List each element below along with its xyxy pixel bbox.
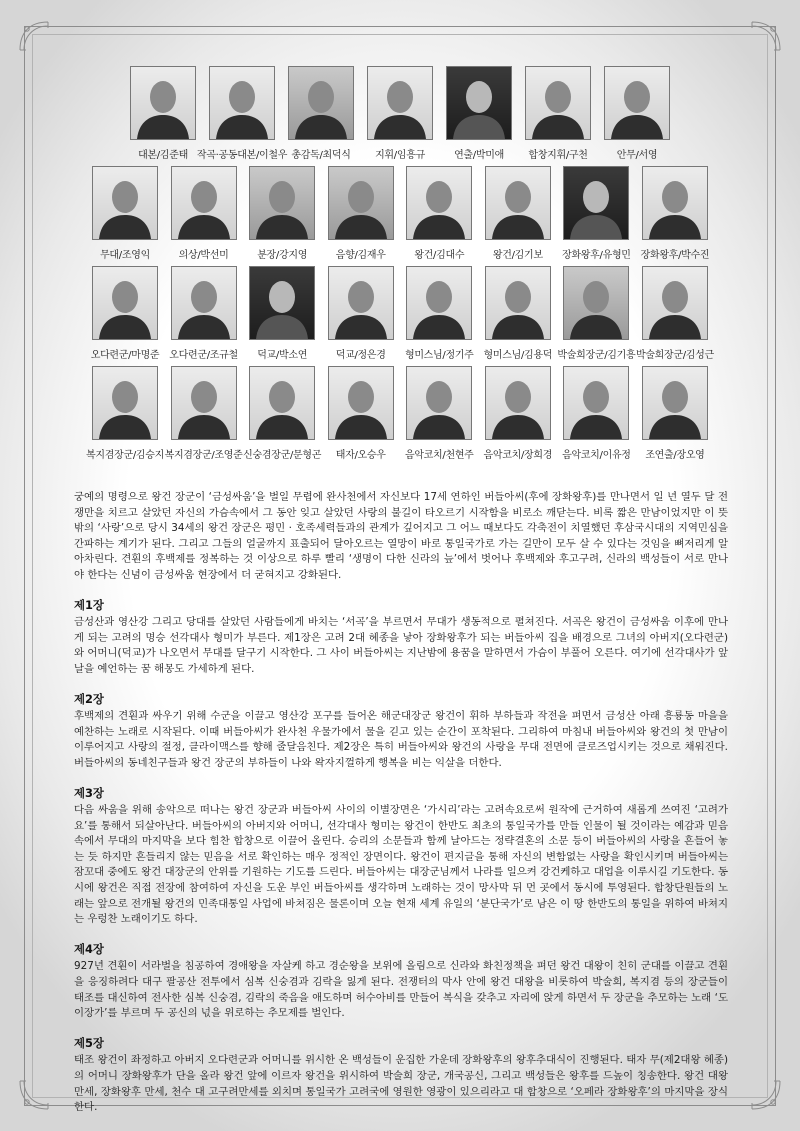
portrait-photo [249,266,315,340]
chapter-1 [74,598,728,678]
cast-member [243,366,321,466]
cast-caption: 음악코치/장희경 [483,450,553,461]
cast-row [86,266,714,366]
corner-ornament-icon [748,20,782,54]
cast-member [479,266,557,366]
cast-caption: 의상/박선미 [178,250,229,261]
portrait-photo [328,166,394,240]
cast-caption: 형미스님/정기주 [404,350,474,361]
cast-member [165,166,243,266]
chapter-heading: 제1장 [74,597,104,612]
portrait-photo [642,266,708,340]
cast-member [86,366,164,466]
cast-member [124,66,202,166]
cast-caption: 장화왕후/유형민 [562,250,631,261]
corner-ornament-icon [18,20,52,54]
cast-caption: 덕교/박소연 [257,350,308,361]
cast-member [165,366,243,466]
cast-caption: 복지겸장군/조영준 [164,450,243,461]
cast-caption: 조연출/장오영 [645,450,705,461]
portrait-photo [446,66,512,140]
portrait-photo [406,366,472,440]
cast-member [165,266,243,366]
cast-member [361,66,439,166]
cast-member [322,266,400,366]
chapter-4 [74,942,728,1022]
cast-caption: 지휘/임흥규 [375,150,425,161]
chapter-text: 다음 싸움을 위해 송악으로 떠나는 왕건 장군과 버들아씨 사이의 이별장면은 ‘가시리’라는 고려속요로써 원작에 근거하여 새롭게 쓰여진 ‘고려가요’를 통해서 되살아난다. 버들아씨의 아버지와 어머니, 선각대사 형미는 왕건이 한반도 최초의 통일국가를 만들 인물이 될 것이라는 예감과 믿음 속에서 무대의 마지막을 보다 힘찬 합창으로 이끌어 올린다. 승리의 소문들과 함께 날아드는 정략결혼의 소문 등이 버들아씨의 사랑을 흔들어 놓는 듯 하지만 흔들리지 않는 믿음을 서로 확인하는 매우 정적인 장면이다. 왕건이 편지글을 통해 자신의 변함없는 사랑을 확인시키며 버들아씨는 잠꼬대 중에도 왕건 대장군의 안위를 기원하는 기도를 드린다. 버들아씨는 대장군님께서 나라를 일으켜 강건케하고 대업을 이루시길 기도한다. 동시에 왕건은 직접 전장에 참여하여 자신을 도운 부인 버들아씨를 생각하며 노래하는 것이 망사막 뒤 먼 곳에서 동시에 투영된다. 합창단원들의 노래는 앞으로 전개될 왕건의 민족대통일 사업에 바쳐짐은 물론이며 오늘 현재 세계 유일의 ‘분단국가’로 남은 이 땅 한반도의 통일을 위하여 바쳐지는 우렁찬 노래이기도 하다. [74,804,728,926]
chapter-text: 후백제의 견훤과 싸우기 위해 수군을 이끌고 영산강 포구를 들어온 해군대장군 왕건이 휘하 부하들과 작전을 펴면서 금성산 아래 흥룡동 마을을 예찬하는 노래로 시작된다. 이때 버들아씨가 완사천 우물가에서 물을 긷고 있는 순간이 포착된다. 그리하여 마침내 버들아씨와 왕건의 첫 만남이 이루어지고 사랑의 절정, 클라이맥스를 향해 줄달음친다. 제2장은 특히 버들아씨와 왕건의 사랑을 무대 전면에 클로즈업시키는 것으로 채워진다. 버들아씨의 동네친구들과 왕건 장군의 부하들이 나와 왁자지껄하게 행복을 비는 익살을 더한다. [74,710,728,769]
cast-row [86,366,714,466]
cast-member [479,366,557,466]
cast-caption: 형미스님/김용덕 [483,350,553,361]
chapter-heading: 제5장 [74,1035,104,1050]
portrait-photo [406,266,472,340]
portrait-photo [563,266,629,340]
portrait-photo [328,266,394,340]
portrait-photo [171,166,237,240]
cast-caption: 음악코치/천현주 [404,450,474,461]
cast-caption: 무대/조영익 [100,250,150,261]
cast-caption: 작곡·공동대본/이철우 [196,150,288,161]
portrait-photo [92,266,158,340]
portrait-photo [328,366,394,440]
cast-caption: 박술희장군/김성근 [635,350,714,361]
portrait-photo [485,166,551,240]
cast-caption: 왕건/김기보 [492,250,543,261]
cast-caption: 왕건/김대수 [414,250,465,261]
cast-caption: 신숭겸장군/문형곤 [243,450,322,461]
cast-caption: 덕교/정은경 [335,350,386,361]
chapter-text: 금성산과 영산강 그리고 당대를 살았던 사람들에게 바치는 ‘서곡’을 부르면서 무대가 생동적으로 펼쳐진다. 서곡은 왕건이 금성싸움 이후에 만나게 되는 고려의 명승 선각대사 형미가 부른다. 제1장은 고려 2대 혜종을 낳아 장화왕후가 되는 버들아씨 집을 배경으로 그녀의 아버지(오다련군)와 어머니(덕교)가 나오면서 무대를 달구기 시작한다. 그 사이 버들아씨는 지난밤에 용꿈을 말하면서 가슴이 부풀어 오른다. 여기에 선각대사가 앞날을 예언하는 꿈 해몽도 가세하게 된다. [74,616,728,675]
cast-caption: 합창지휘/구천 [528,150,588,161]
cast-caption: 대본/김준태 [138,150,188,161]
cast-member [400,366,478,466]
cast-caption: 복지겸장군/김승지 [86,450,164,461]
cast-caption: 장화왕후/박수진 [640,250,710,261]
portrait-photo [249,166,315,240]
cast-member [322,366,400,466]
synopsis-intro: 궁예의 명령으로 왕건 장군이 ‘금성싸움’을 벌일 무렵에 완사천에서 자신보다 17세 연하인 버들아씨(후에 장화왕후)를 만나면서 일 년 열두 달 전쟁만을 치르고 살았던 자신의 가슴속에서 그 동안 잊고 살았던 사랑의 불길이 타오르기 시작함을 비로소 깨닫는다. 비록 짧은 만남이었지만 이 뜻밖의 ‘사랑’으로 당시 34세의 왕건 장군은 평민 · 호족세력들과의 관계가 깊어지고 그 어느 때보다도 각축전이 치열했던 후삼국시대의 지역민심을 간파하는 계기가 된다. 그리고 그들의 얼굴까지 표출되어 달아오르는 열망이 바로 통일국가로 가는 길만이 모두 살 수 있다는 것임을 뼈저리게 알아차린다. 견훤의 후백제를 정복하는 것 이상으로 하루 빨리 ‘생명이 다한 신라의 늪’에서 벗어나 후백제와 후고구려, 신라의 백성들이 서로 만나야 한다는 신념이 금성싸움 현장에서 더 굳혀지고 강화된다. [74,491,728,581]
portrait-photo [249,366,315,440]
cast-member [322,166,400,266]
portrait-photo [92,366,158,440]
cast-member [519,66,597,166]
cast-caption: 오다련군/마명준 [90,350,160,361]
cast-member [636,166,714,266]
cast-member [440,66,518,166]
cast-member [243,166,321,266]
cast-member [86,266,164,366]
cast-caption: 음향/김재우 [335,250,386,261]
cast-caption: 분장/강지영 [257,250,308,261]
cast-member [400,166,478,266]
chapter-text: 927년 견훤이 서라벌을 침공하여 경애왕을 자살케 하고 경순왕을 보위에 올림으로 신라와 화친정책을 펴던 왕건 대왕이 친히 군대를 이끌고 견훤을 응징하려다 대구 팔공산 전투에서 심복 신숭겸과 김락을 잃게 된다. 전쟁터의 막사 안에 왕건 대왕을 비롯하여 박술희, 복지겸 등의 장군들이 태조를 대신하여 전사한 심복 신숭겸, 김락의 죽음을 애도하며 허수아비를 만들어 복식을 갖추고 자리에 앉게 하면서 두 장군을 추모하는 노래 ‘도이장가’를 부르며 두 공신의 넋을 위로하는 추모제를 벌인다. [74,960,728,1020]
portrait-photo [92,166,158,240]
portrait-photo [130,66,196,140]
portrait-photo [171,266,237,340]
corner-ornament-icon [748,1077,782,1111]
portrait-photo [288,66,354,140]
cast-member [557,366,635,466]
cast-row [86,66,714,166]
chapter-2 [74,692,728,772]
portrait-photo [485,266,551,340]
cast-member [282,66,360,166]
cast-member [557,166,635,266]
chapter-text: 태조 왕건이 좌정하고 아버지 오다련군과 어머니를 위시한 온 백성들이 운집한 가운데 장화왕후의 왕후추대식이 진행된다. 태자 무(제2대왕 혜종)의 어머니 장화왕후가 단을 올라 왕건 앞에 이르자 왕건을 위시하여 박술희 장군, 개국공신, 그리고 백성들은 왕후를 드높이 칭송한다. 왕건 대왕 만세, 장화왕후 만세, 천수 대 고구려만세를 외치며 통일국가 고려국에 영원한 영광이 있으리라고 대 합창으로 ‘오페라 장화왕후’의 마지막을 장식한다. [74,1054,728,1114]
cast-member [636,366,714,466]
cast-caption: 음악코치/이유정 [562,450,631,461]
cast-caption: 안무/서영 [616,150,658,161]
chapter-5 [74,1036,728,1116]
portrait-photo [604,66,670,140]
portrait-photo [406,166,472,240]
portrait-photo [209,66,275,140]
cast-caption: 박술희장군/김기흥 [557,350,636,361]
cast-grid [86,66,714,466]
portrait-photo [525,66,591,140]
cast-caption: 태자/오승우 [335,450,386,461]
cast-member [243,266,321,366]
cast-member [479,166,557,266]
corner-ornament-icon [18,1077,52,1111]
portrait-photo [171,366,237,440]
cast-member [598,66,676,166]
cast-caption: 총감독/최덕식 [291,150,351,161]
chapter-heading: 제3장 [74,785,104,800]
cast-caption: 연출/박미애 [454,150,504,161]
portrait-photo [642,366,708,440]
chapter-heading: 제4장 [74,941,104,956]
cast-caption: 오다련군/조규철 [169,350,238,361]
portrait-photo [563,166,629,240]
chapter-3 [74,786,728,928]
cast-member [400,266,478,366]
cast-member [636,266,714,366]
synopsis [74,490,728,1116]
cast-row [86,166,714,266]
cast-member [196,66,288,166]
portrait-photo [642,166,708,240]
portrait-photo [485,366,551,440]
cast-member [86,166,164,266]
portrait-photo [367,66,433,140]
portrait-photo [563,366,629,440]
chapter-heading: 제2장 [74,691,104,706]
cast-member [557,266,635,366]
